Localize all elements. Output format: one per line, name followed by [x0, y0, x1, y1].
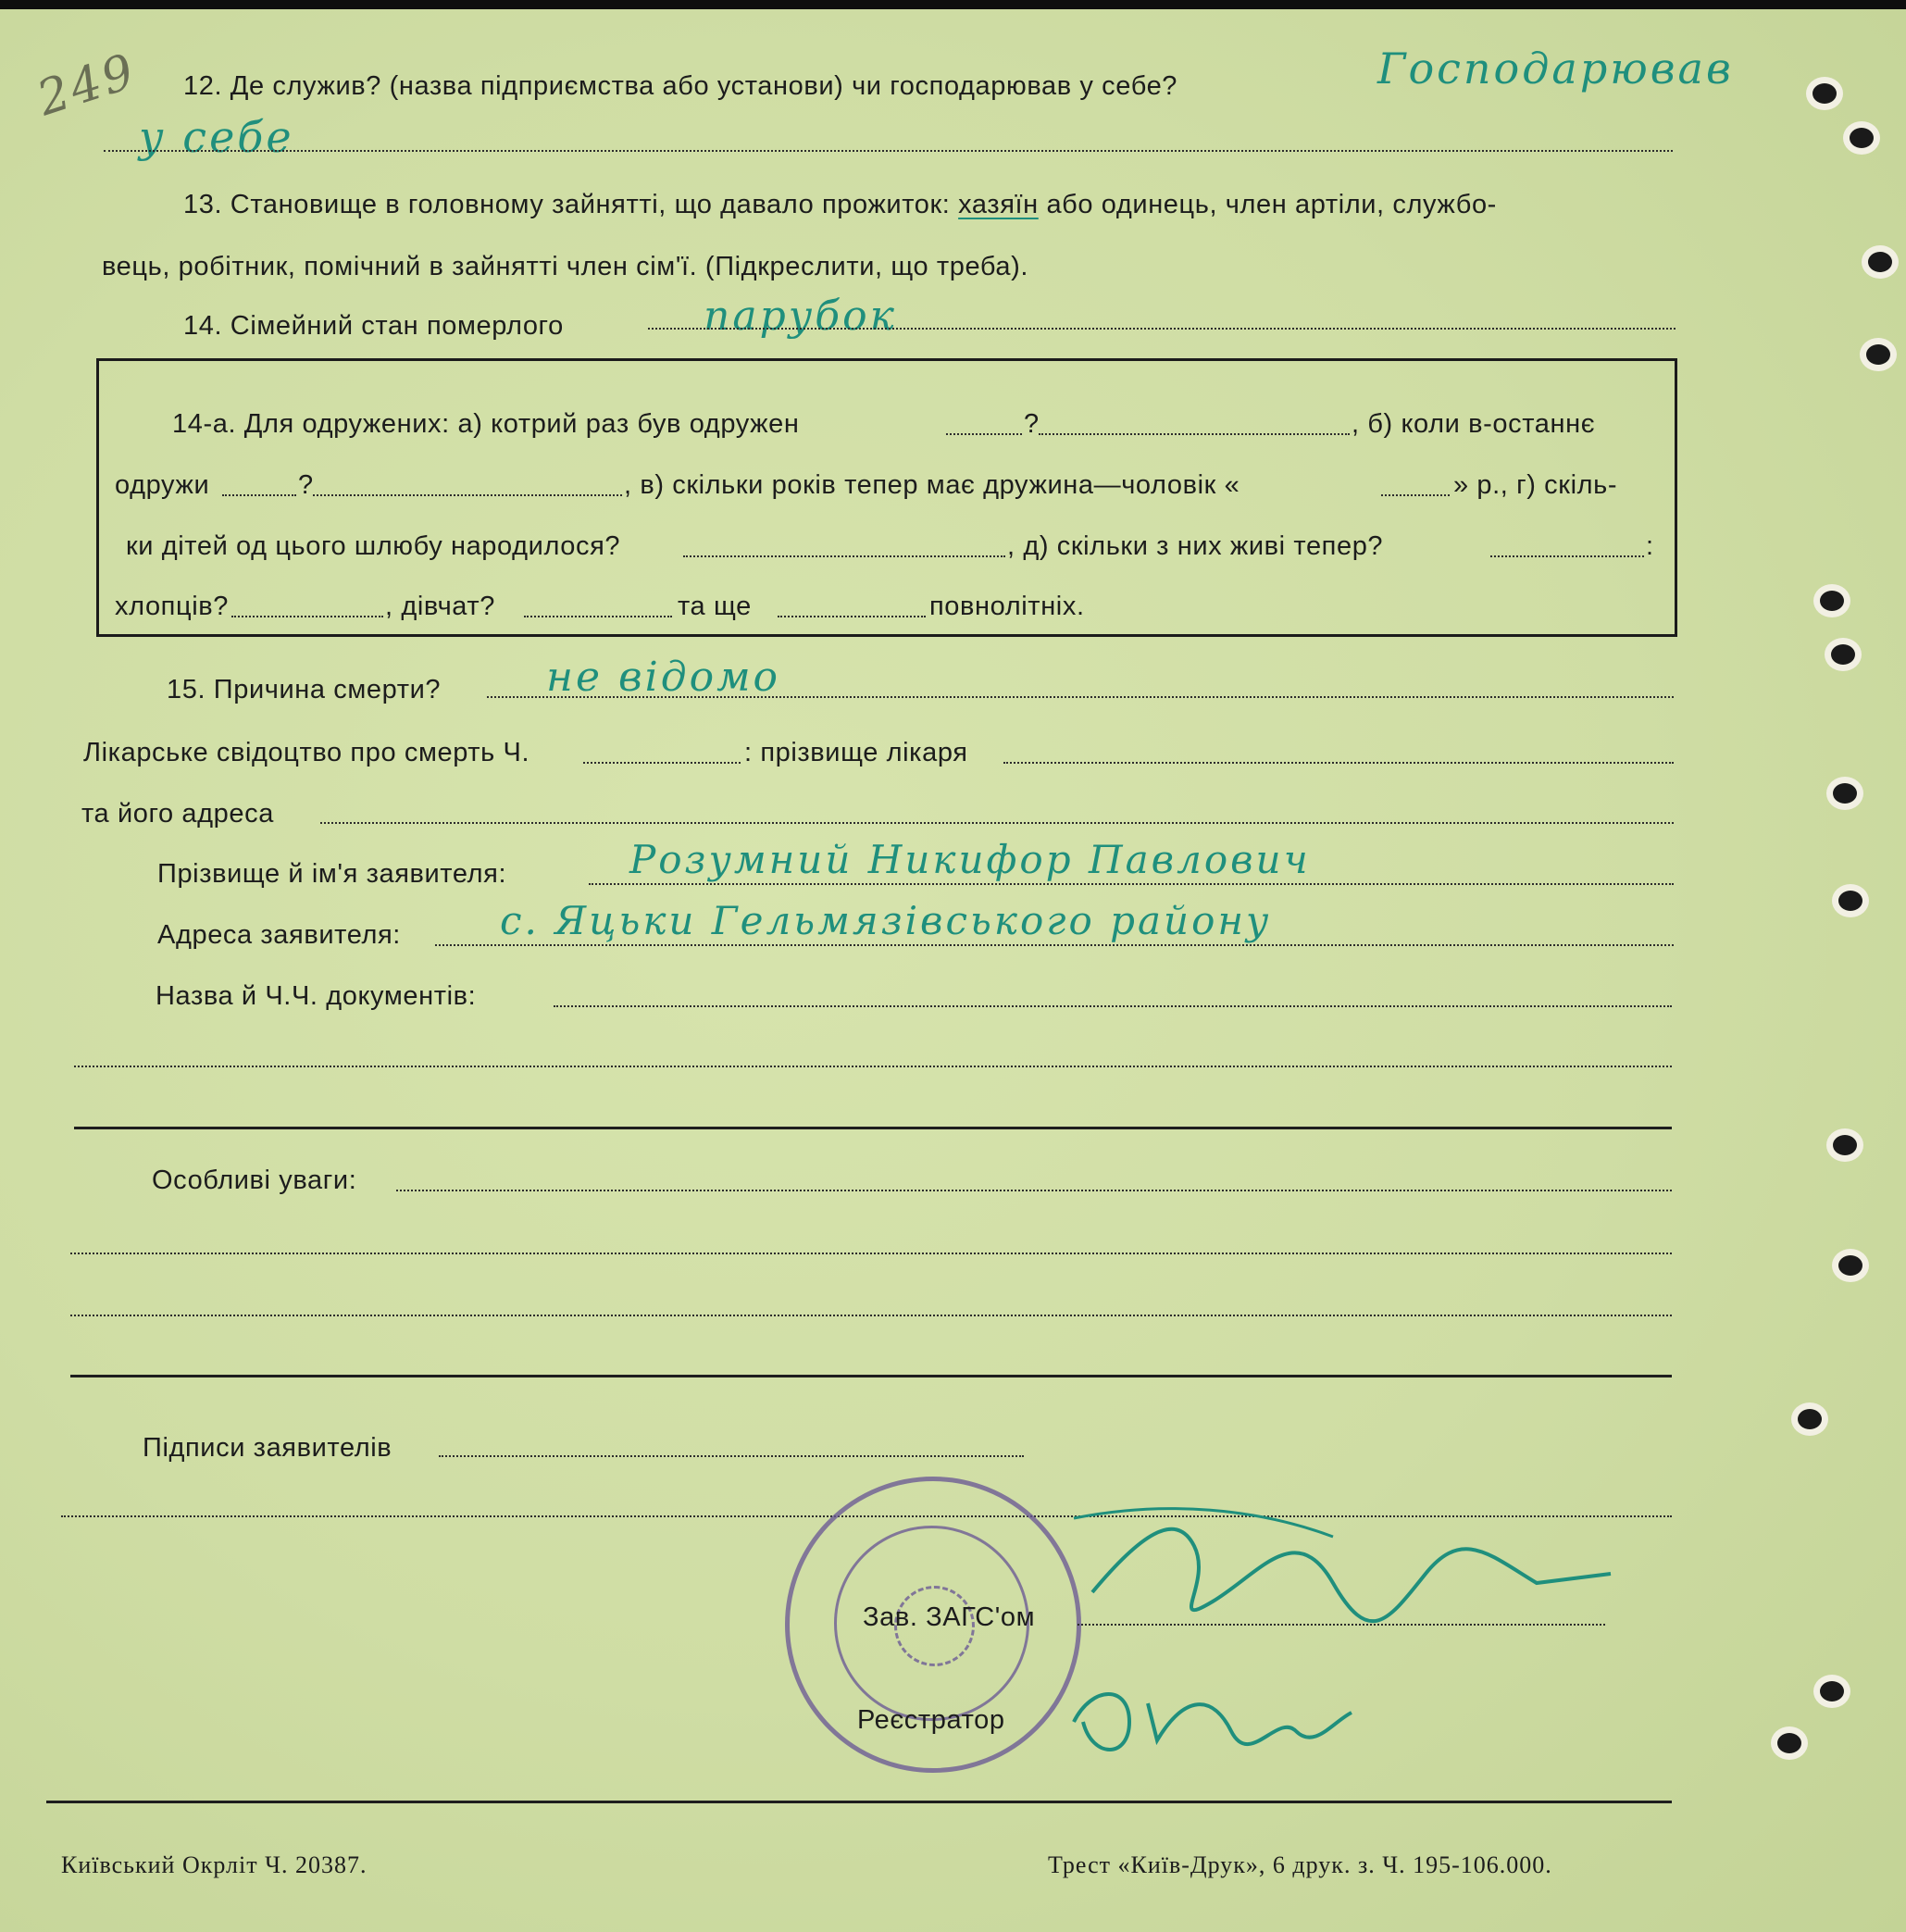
item14a-line1c: , б) коли в-останнє: [1352, 409, 1596, 439]
item14a-line2a: одружи: [115, 470, 210, 500]
item14a-adults-field[interactable]: [778, 616, 926, 617]
zags-head-label: Зав. ЗАГС'ом: [863, 1602, 1036, 1632]
documents-field-line2[interactable]: [74, 1066, 1672, 1067]
medical-doctor-label: : прізвище лікаря: [744, 738, 968, 767]
binding-hole: [1777, 1733, 1801, 1753]
remarks-field-line2[interactable]: [70, 1253, 1672, 1254]
item14a-line3b: , д) скільки з них живі тепер?: [1007, 531, 1384, 561]
registrar-label: Реєстратор: [857, 1705, 1005, 1735]
medical-certificate-label: Лікарське свідоцтво про смерть Ч.: [83, 738, 530, 767]
item13-line1: 13. Становище в головному зайнятті, що давало прожиток: хазяїн або одинець, член артіли, службо-: [183, 190, 1497, 219]
documents-field[interactable]: [554, 1005, 1672, 1007]
binding-hole: [1833, 1135, 1857, 1155]
binding-hole: [1868, 252, 1892, 272]
item14a-line2c: , в) скільки років тепер має дружина—чоловік «: [624, 470, 1240, 500]
item14a-line2d: » р., г) скіль-: [1453, 470, 1618, 500]
binding-hole: [1813, 83, 1837, 104]
binding-hole: [1838, 1255, 1862, 1276]
binding-hole: [1833, 783, 1857, 804]
applicant-address-value[interactable]: с. Яцьки Гельмязівського району: [500, 898, 1272, 943]
item14a-last-married-field[interactable]: [222, 494, 296, 496]
item14a-line4c: та ще: [678, 592, 752, 621]
remarks-field[interactable]: [396, 1190, 1672, 1191]
item14a-line3c: :: [1646, 531, 1654, 561]
item14a-children-alive-field[interactable]: [1490, 555, 1644, 557]
medical-address-field[interactable]: [320, 822, 1674, 824]
applicant-name-line: [589, 883, 1674, 885]
item14-label: 14. Сімейний стан померлого: [183, 311, 564, 341]
item14a-boys-field[interactable]: [231, 616, 383, 617]
item12-value-line1[interactable]: Господарював: [1377, 44, 1734, 93]
footer-left: Київський Окрліт Ч. 20387.: [61, 1851, 367, 1878]
item14a-spouse-age-field[interactable]: [1381, 494, 1450, 496]
applicant-name-label: Прізвище й ім'я заявителя:: [157, 859, 507, 889]
medical-address-label: та його адреса: [81, 799, 274, 829]
remarks-label: Особливі уваги:: [152, 1165, 357, 1195]
medical-doctor-field[interactable]: [1003, 762, 1674, 764]
item14a-children-born-field[interactable]: [683, 555, 1005, 557]
item15-value[interactable]: не відомо: [546, 654, 781, 701]
remarks-field-line3[interactable]: [70, 1315, 1672, 1316]
binding-hole: [1798, 1409, 1822, 1429]
item13-selected-option[interactable]: хазяїн: [958, 190, 1039, 219]
item14a-line4d: повнолітніх.: [929, 592, 1085, 621]
section-divider-1: [74, 1127, 1672, 1129]
applicant-address-line: [435, 944, 1674, 946]
item15-label: 15. Причина смерти?: [167, 675, 442, 704]
item14a-line4b: , дівчат?: [385, 592, 495, 621]
applicant-name-value[interactable]: Розумний Никифор Павлович: [629, 837, 1311, 882]
footer-right: Трест «Київ-Друк», 6 друк. з. Ч. 195-106.000.: [1048, 1851, 1552, 1878]
signatures-field[interactable]: [439, 1455, 1024, 1457]
item12-answer-line: [104, 150, 1673, 152]
item14-value[interactable]: парубок: [704, 293, 897, 340]
item14a-girls-field[interactable]: [524, 616, 672, 617]
item12-label: 12. Де служив? (назва підприємства або установи) чи господарював у себе?: [183, 71, 1178, 101]
item13-line2: вець, робітник, помічний в зайнятті член сім'ї. (Підкреслити, що треба).: [102, 252, 1029, 281]
item14-answer-line: [648, 328, 1676, 330]
binding-hole: [1838, 891, 1862, 911]
documents-label: Назва й Ч.Ч. документів:: [156, 981, 477, 1011]
zags-head-signature: [1055, 1481, 1629, 1657]
binding-hole: [1820, 591, 1844, 611]
item14a-last-married-field-2[interactable]: [313, 494, 622, 496]
item12-value-line2[interactable]: у себе: [139, 112, 294, 162]
binding-hole: [1820, 1681, 1844, 1701]
margin-note: 249: [31, 43, 143, 128]
binding-hole: [1866, 344, 1890, 365]
item14a-line1b: ?: [1024, 409, 1040, 439]
medical-certificate-number-field[interactable]: [583, 762, 741, 764]
item14a-times-married-field-2[interactable]: [1039, 433, 1350, 435]
form-page: [0, 9, 1906, 1932]
signatures-label: Підписи заявителів: [143, 1433, 392, 1463]
item14a-line4a: хлопців?: [115, 592, 229, 621]
footer-divider: [46, 1801, 1672, 1803]
binding-hole: [1831, 644, 1855, 665]
item14a-line3a: ки дітей од цього шлюбу народилося?: [126, 531, 621, 561]
item14a-line1a: 14-а. Для одружених: а) котрий раз був одружен: [172, 409, 800, 439]
item14a-times-married-field[interactable]: [946, 433, 1022, 435]
item14a-line2b: ?: [298, 470, 314, 500]
registrar-signature: [1055, 1666, 1361, 1777]
applicant-address-label: Адреса заявителя:: [157, 920, 401, 950]
section-divider-2: [70, 1375, 1672, 1377]
binding-hole: [1850, 128, 1874, 148]
item15-answer-line: [487, 696, 1674, 698]
